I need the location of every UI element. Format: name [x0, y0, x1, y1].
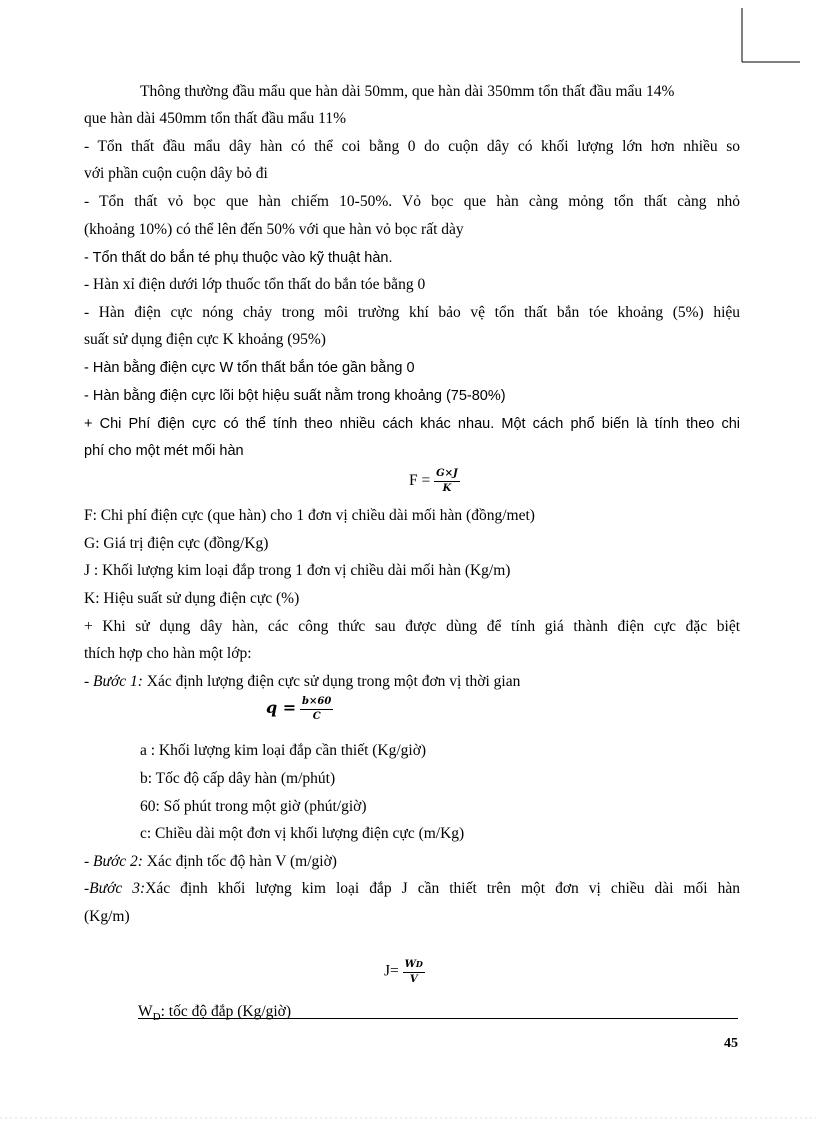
text-line: Thông thường đầu mẩu que hàn dài 50mm, que hàn dài 350mm tổn thất đầu mẩu 14%: [140, 83, 675, 100]
formula-fraction: [300, 696, 333, 723]
text-line: G: Giá trị điện cực (đồng/Kg): [84, 535, 269, 552]
formula-fraction: [434, 468, 460, 495]
step-prefix: -: [84, 673, 94, 690]
formula-numerator: [403, 958, 425, 973]
text-line: thích hợp cho hàn một lớp:: [84, 645, 252, 662]
text-line: [84, 672, 740, 692]
text-line: (khoảng 10%) có thể lên đến 50% với que hàn vỏ bọc rất dày: [84, 221, 464, 238]
step-text: Xác định tốc độ hàn V (m/giờ): [142, 853, 337, 870]
formula-numerator: b×60: [300, 696, 333, 710]
text-line: - Tổn thất vỏ bọc que hàn chiếm 10-50%. Vỏ bọc que hàn càng mỏng tổn thất càng nhỏ: [84, 193, 740, 210]
text-line: suất sử dụng điện cực K khoảng (95%): [84, 331, 326, 348]
formula-lhs: J=: [384, 962, 399, 980]
step-prefix: -: [84, 880, 90, 897]
formula-denominator: K: [442, 483, 452, 494]
text-line: [84, 852, 740, 872]
formula-lhs: F =: [409, 472, 431, 490]
formula-numerator-var: W: [404, 959, 416, 970]
text-line: - Tổn thất đầu mẩu dây hàn có thể coi bằng 0 do cuộn dây có khối lượng lớn hơn nhiều so: [84, 138, 740, 155]
text-line: phí cho một mét mối hàn: [84, 443, 244, 459]
text-line: (Kg/m): [84, 908, 130, 925]
formula-lhs: q =: [266, 698, 297, 718]
step-label: Bước 1:: [93, 673, 143, 690]
step-text: Xác định lượng điện cực sử dụng trong một đơn vị thời gian: [142, 673, 521, 690]
text-line: 60: Số phút trong một giờ (phút/giờ): [140, 798, 367, 815]
text-line: que hàn dài 450mm tổn thất đầu mẩu 11%: [84, 110, 347, 127]
step-text: Xác định khối lượng kim loại đắp J cần thiết trên một đơn vị chiều dài mối hàn: [145, 880, 740, 897]
text-line: + Khi sử dụng dây hàn, các công thức sau được dùng để tính giá thành điện cực đặc biệt: [84, 618, 740, 635]
step-label: Bước 3:: [89, 880, 146, 897]
text-line: a : Khối lượng kim loại đắp cần thiết (Kg/giờ): [140, 742, 427, 759]
formula-numerator-sub: D: [415, 959, 423, 969]
formula-denominator: V: [409, 974, 418, 985]
formula-electrode-rate: [266, 696, 333, 723]
formula-cost-electrode: [409, 468, 460, 495]
page-number: 45: [724, 1036, 738, 1051]
text-line: - Hàn xỉ điện dưới lớp thuốc tổn thất do bắn tóe bằng 0: [84, 276, 426, 293]
text-line: - Tổn thất do bắn té phụ thuộc vào kỹ thuật hàn.: [84, 250, 393, 266]
text-line: + Chi Phí điện cực có thể tính theo nhiều cách khác nhau. Một cách phổ biến là tính theo chi: [84, 416, 740, 432]
formula-fraction: [403, 958, 425, 986]
text-line: [138, 1002, 738, 1023]
wd-symbol: W: [138, 1003, 153, 1020]
text-line: J : Khối lượng kim loại đắp trong 1 đơn vị chiều dài mối hàn (Kg/m): [84, 562, 511, 579]
text-line: c: Chiều dài một đơn vị khối lượng điện cực (m/Kg): [140, 825, 465, 842]
text-line: - Hàn điện cực nóng chảy trong môi trường khí bảo vệ tổn thất bắn tóe khoảng (5%) hiệu: [84, 304, 740, 321]
text-line: b: Tốc độ cấp dây hàn (m/phút): [140, 770, 336, 787]
text-line: K: Hiệu suất sử dụng điện cực (%): [84, 590, 300, 607]
step-prefix: -: [84, 853, 94, 870]
text-line: với phần cuộn cuộn dây bỏ đi: [84, 165, 268, 182]
text-line: - Hàn bằng điện cực lõi bột hiệu suất nằm trong khoảng (75-80%): [84, 388, 506, 404]
formula-deposit-per-length: [384, 958, 425, 986]
formula-denominator: C: [312, 711, 321, 722]
wd-subscript: D: [152, 1011, 161, 1023]
text-line: - Hàn bằng điện cực W tổn thất bắn tóe gần bằng 0: [84, 360, 415, 376]
formula-numerator: G×J: [434, 468, 460, 482]
step-label: Bước 2:: [93, 853, 143, 870]
text-line: F: Chi phí điện cực (que hàn) cho 1 đơn vị chiều dài mối hàn (đồng/met): [84, 507, 535, 524]
footer-rule: [138, 1018, 738, 1019]
wd-definition: : tốc độ đắp (Kg/giờ): [160, 1003, 292, 1020]
text-line: [84, 879, 740, 899]
